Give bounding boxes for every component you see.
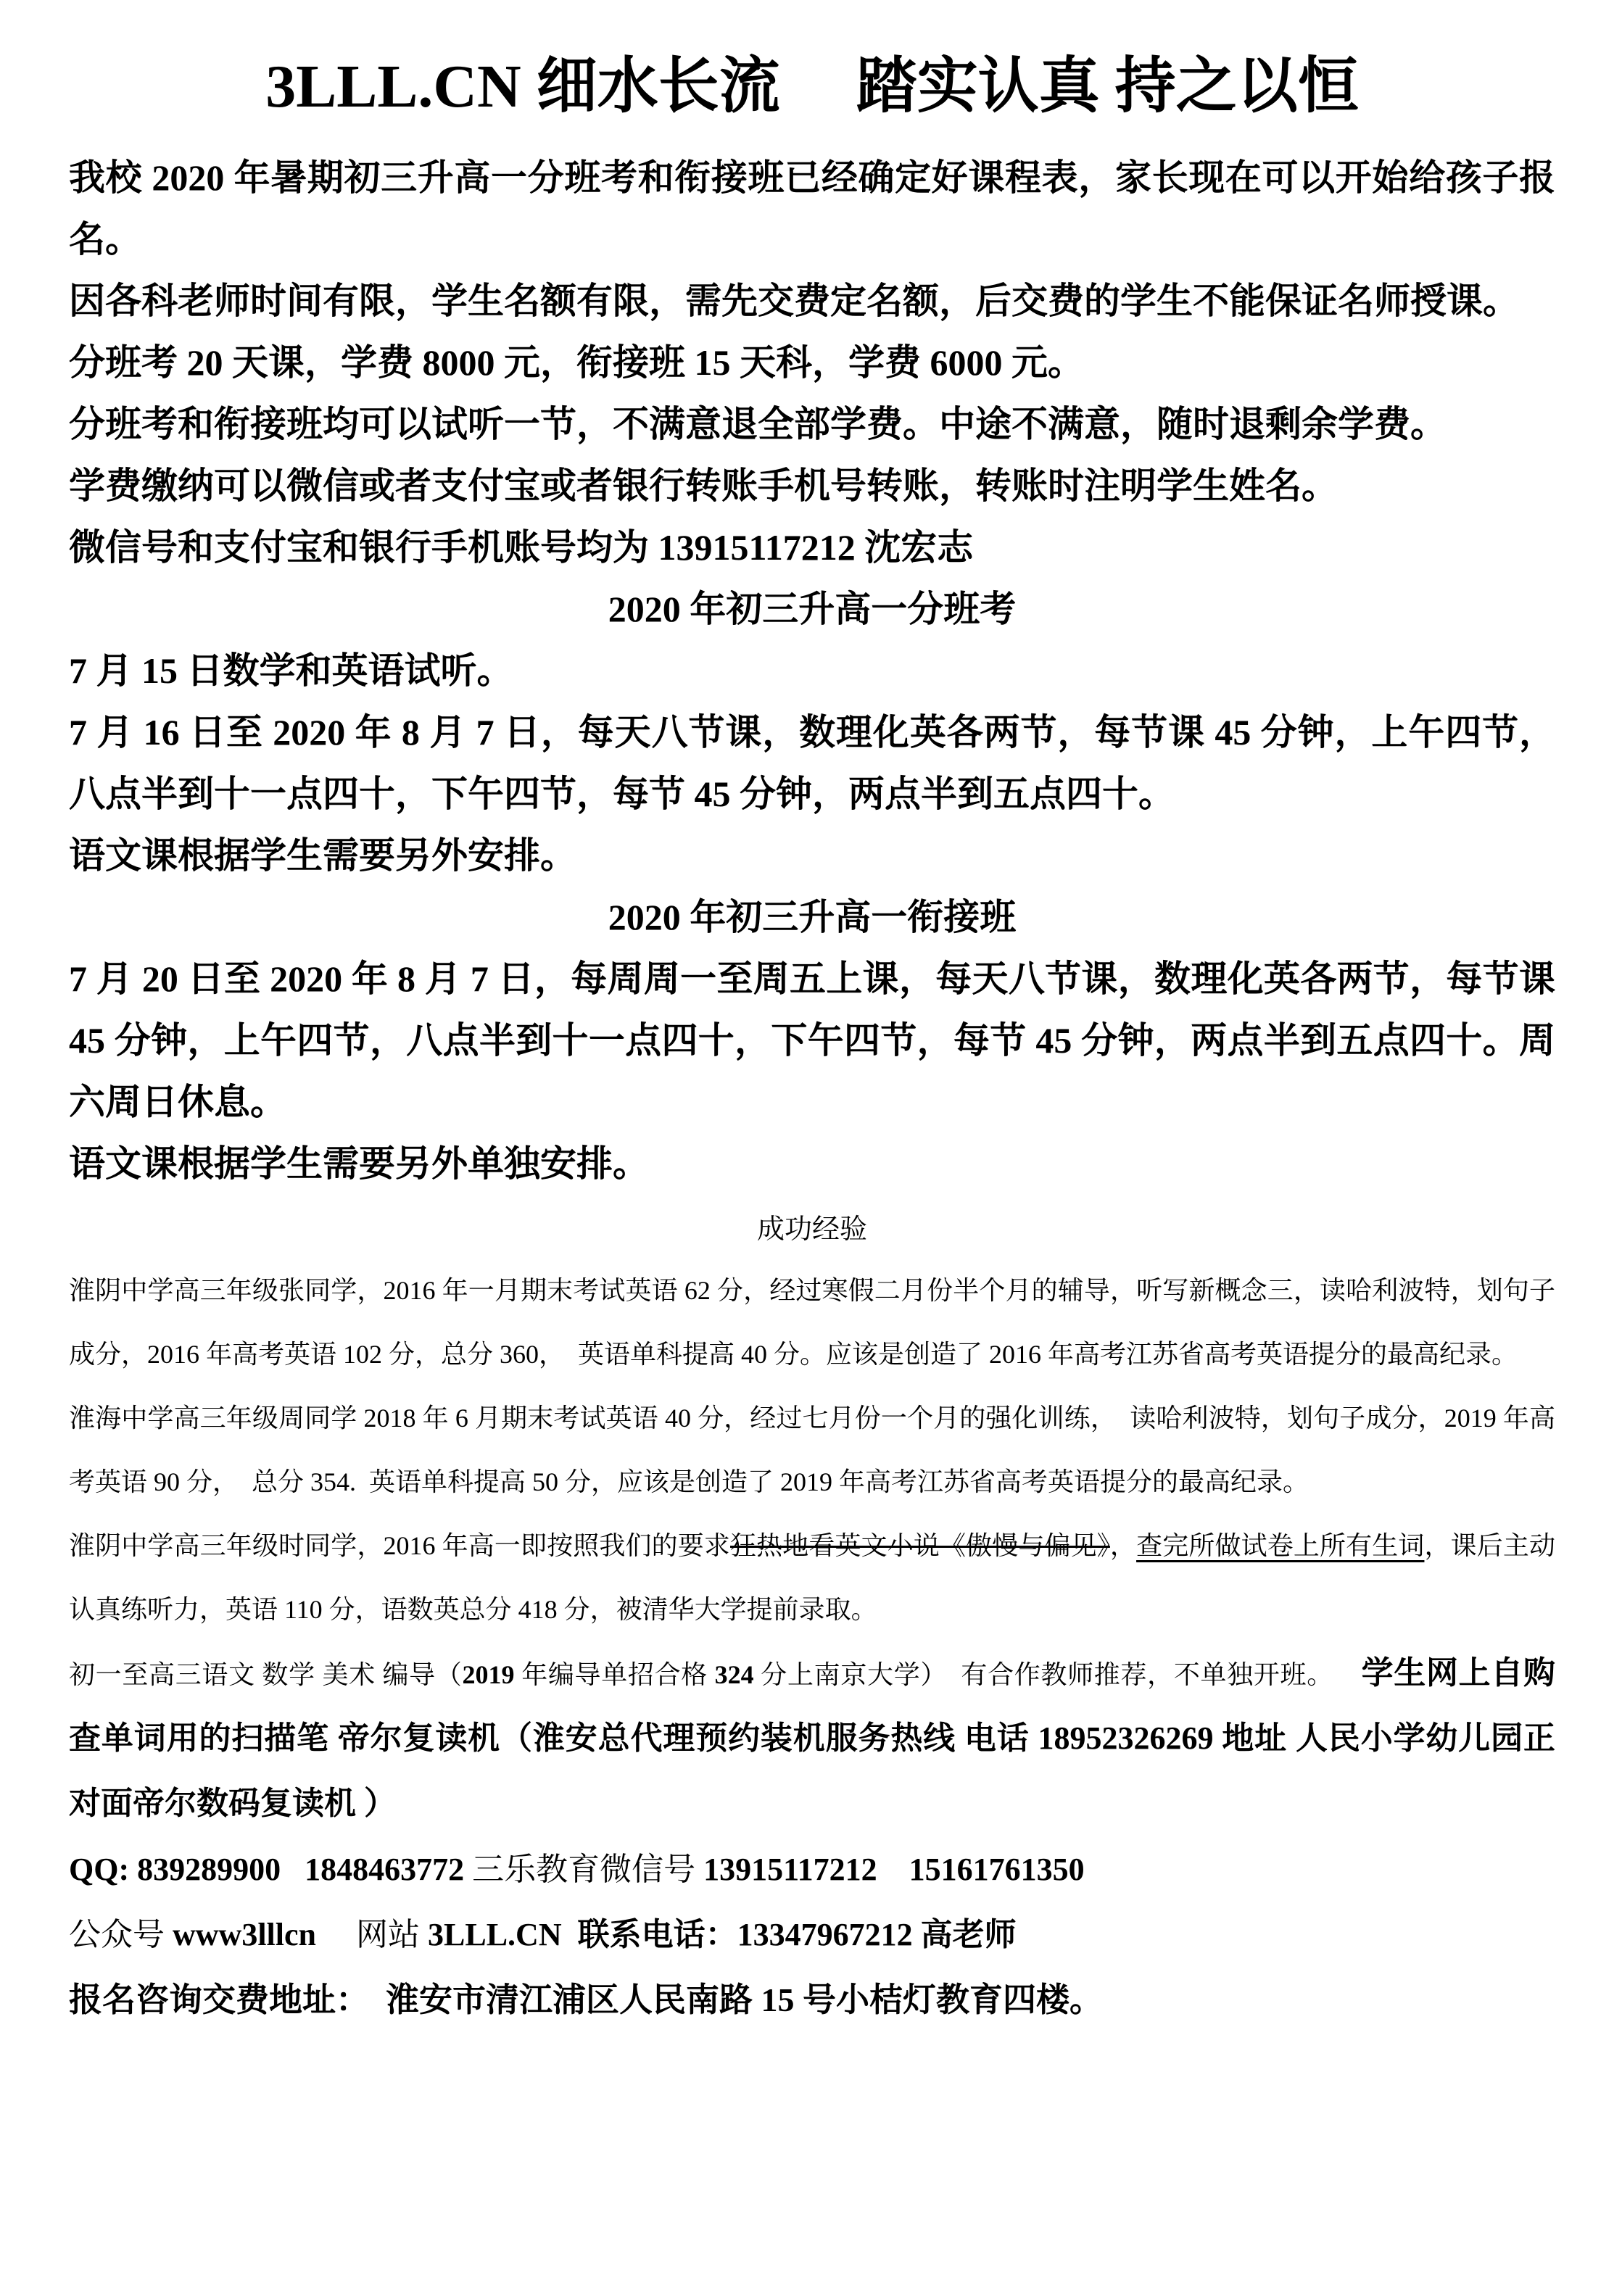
payment-account-line: 微信号和支付宝和银行手机账号均为 13915117212 沈宏志 — [69, 527, 974, 568]
courses-lead-text: 初一至高三语文 数学 美术 编导（ — [69, 1660, 463, 1690]
public-account-value: www3lllcn — [173, 1917, 316, 1953]
wechat-label: 三乐教育微信号 — [472, 1852, 704, 1888]
placement-exam-trial-line: 7 月 15 日数学和英语试听。 — [69, 650, 513, 692]
section-heading-placement-exam: 2020 年初三升高一分班考 — [608, 589, 1017, 630]
success-story-1: 淮阴中学高三年级张同学，2016 年一月期末考试英语 62 分，经过寒假二月份半个月的辅导，听写新概念三，读哈利波特，划句子成分，2016 年高考英语 102 分，总分 360， 英语单科提高 40 分。应该是创造了 2016 年高考江苏省高考英语提分的最高纪录。 — [69, 1276, 1555, 1369]
section-heading-bridge-class: 2020 年初三升高一衔接班 — [608, 897, 1017, 938]
story-3-underlined-text: 查完所做试卷上所有生词 — [1136, 1531, 1425, 1561]
placement-exam-schedule: 7 月 16 日至 2020 年 8 月 7 日，每天八节课，数理化英各两节，每节课 45 分钟，上午四节，八点半到十一点四十，下午四节，每节 45 分钟，两点半到五点四十。 — [69, 712, 1555, 815]
story-3-tail-text: ，课后主动认真练听力，英语 110 分，语数英总分 418 分，被清华大学提前录取。 — [69, 1531, 1555, 1625]
page-title: 3LLL.CN 细水长流 踏实认真 持之以恒 — [265, 53, 1359, 120]
intro-paragraph-3: 分班考 20 天课，学费 8000 元，衔接班 15 天科，学费 6000 元。 — [69, 342, 1084, 384]
placement-exam-chinese-note: 语文课根据学生需要另外安排。 — [69, 835, 576, 876]
qq-numbers: QQ: 839289900 1848463772 — [69, 1852, 473, 1888]
public-account-label: 公众号 — [69, 1917, 173, 1953]
courses-score-bold: 324 — [714, 1660, 754, 1690]
scanner-ad-text: 学生网上自购查单词用的扫描笔 帝尔复读机（淮安总代理预约装机服务热线 电话 18952326269 地址 人民小学幼儿园正对面帝尔数码复读机 ） — [69, 1655, 1555, 1822]
intro-paragraph-2: 因各科老师时间有限，学生名额有限，需先交费定名额，后交费的学生不能保证名师授课。 — [69, 281, 1519, 322]
intro-paragraph-5: 学费缴纳可以微信或者支付宝或者银行转账手机号转账，转账时注明学生姓名。 — [69, 465, 1338, 507]
experience-heading: 成功经验 — [756, 1214, 867, 1246]
story-3-strikethrough-text: 狂热地看英文小说《傲慢与偏见》 — [730, 1531, 1110, 1561]
intro-paragraph-1: 我校 2020 年暑期初三升高一分班考和衔接班已经确定好课程表，家长现在可以开始给孩子报名。 — [69, 157, 1555, 260]
website-label: 网站 — [316, 1917, 428, 1953]
courses-and-scanner-line — [69, 1641, 1555, 1837]
bridge-class-chinese-note: 语文课根据学生需要另外单独安排。 — [69, 1143, 649, 1185]
registration-address-line: 报名咨询交费地址： 淮安市清江浦区人民南路 15 号小桔灯教育四楼。 — [69, 1981, 1103, 2019]
bridge-class-schedule: 7 月 20 日至 2020 年 8 月 7 日，每周周一至周五上课，每天八节课，数理化英各两节，每节课 45 分钟，上午四节，八点半到十一点四十，下午四节，每节 45 分钟，两点半到五点四十。周六周日休息。 — [69, 958, 1555, 1123]
wechat-phone-numbers: 13915117212 15161761350 — [703, 1852, 1085, 1888]
qq-contact-line — [69, 1837, 1555, 1902]
courses-mid-text: 年编导单招合格 — [514, 1660, 715, 1690]
courses-tail-text: 分上南京大学） 有合作教师推荐，不单独开班。 — [753, 1660, 1362, 1690]
story-3-lead-text: 淮阴中学高三年级时同学，2016 年高一即按照我们的要求 — [69, 1531, 731, 1561]
success-story-3 — [69, 1514, 1555, 1641]
story-3-separator: ， — [1109, 1531, 1137, 1561]
public-account-line — [69, 1902, 1555, 1968]
website-and-phone-value: 3LLL.CN 联系电话：13347967212 高老师 — [428, 1917, 1017, 1953]
intro-paragraph-4: 分班考和衔接班均可以试听一节，不满意退全部学费。中途不满意，随时退剩余学费。 — [69, 404, 1447, 445]
courses-year-bold: 2019 — [462, 1660, 515, 1690]
success-story-2: 淮海中学高三年级周同学 2018 年 6 月期末考试英语 40 分，经过七月份一个月的强化训练， 读哈利波特，划句子成分，2019 年高考英语 90 分， 总分 354. 英语单科提高 50 分，应该是创造了 2019 年高考江苏省高考英语提分的最高纪录。 — [69, 1404, 1555, 1497]
